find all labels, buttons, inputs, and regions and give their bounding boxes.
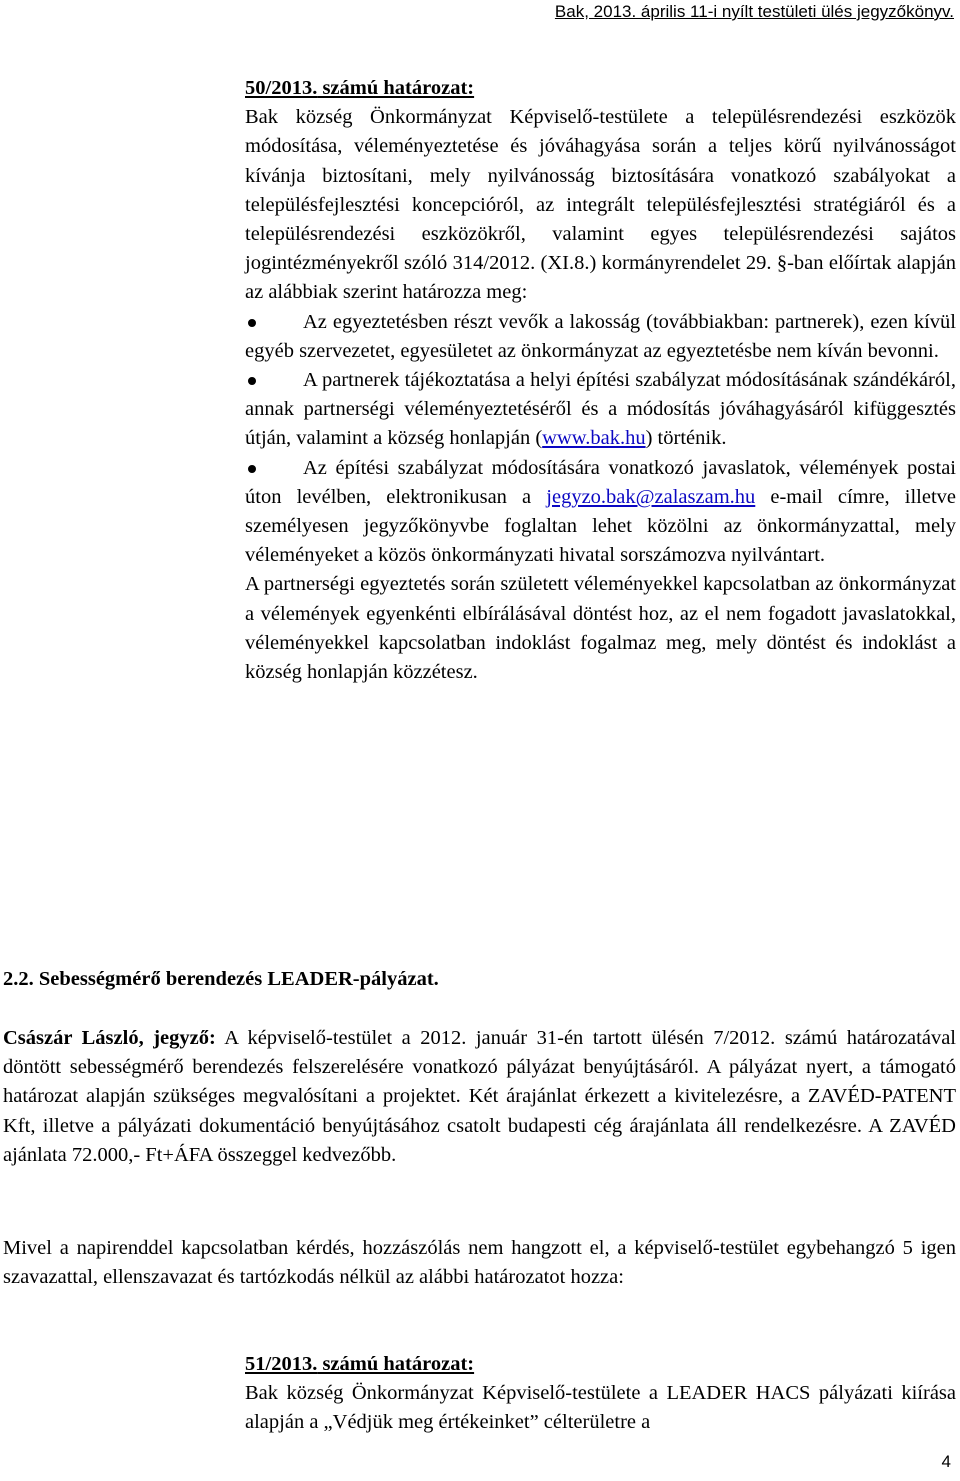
resolution-50-label: számú határozat: (317, 77, 475, 99)
resolution-51-text: Bak község Önkormányzat Képviselő-testülete a LEADER HACS pályázati kiírása alapján a „Védjük meg értékeinket” célterületre a (245, 1382, 956, 1434)
header-title: Bak, 2013. április 11-i nyílt testületi ülés jegyzőkönyv. (554, 2, 954, 21)
resolution-50-number: 50/2013. (245, 77, 318, 99)
resolution-50-block (245, 74, 956, 687)
bullet-dot-icon (248, 319, 256, 327)
website-link[interactable]: www.bak.hu (542, 427, 646, 450)
resolution-50-bullets (245, 308, 956, 571)
section-2-2 (3, 965, 956, 994)
section-sign-icon: § (776, 252, 788, 275)
vote-paragraph: Mivel a napirenddel kapcsolatban kérdés, hozzászólás nem hangzott el, a képviselő-testület egybehangzó 5 igen szavazattal, ellenszavazat és tartózkodás nélkül az alábbi határozatot hozza: (3, 1237, 956, 1289)
speaker-name: Császár László, jegyző: (3, 1027, 216, 1049)
resolution-51-label: számú határozat: (317, 1353, 475, 1375)
bullet-2-text: A partnerek tájékoztatása a helyi építési szabályzat módosításának szándékáról, annak partnerségi véleményeztetéséről és a módosítás jóváhagyásáról kifüggesztés útján, valamint a község honlapján ( (245, 369, 956, 450)
bullet-dot-icon (248, 377, 256, 385)
resolution-50-intro (245, 103, 956, 307)
resolution-50-intro-tail: -ban előírtak alapján az alábbiak szerint határozza meg: (245, 252, 957, 304)
page-number: 4 (941, 1452, 951, 1471)
bullet-1-text: Az egyeztetésben részt vevők a lakosság (továbbiakban: partnerek), ezen kívül egyéb szervezetet, egyesületet az önkormányzat az egyeztetésbe nem kíván bevonni. (245, 310, 956, 362)
resolution-51-title (245, 1350, 956, 1379)
speech-block (3, 1024, 956, 1170)
bullet-3-text: Az építési szabályzat módosítására vonatkozó javaslatok, vélemények postai úton levélben, elektronikusan a (245, 456, 956, 508)
resolution-50-title (245, 74, 956, 103)
bullet-item-1 (245, 308, 956, 366)
speech-paragraph (3, 1024, 956, 1170)
bullet-dot-icon (248, 465, 256, 473)
speech-text: A képviselő-testület a 2012. január 31-én tartott ülésén 7/2012. számú határozatával döntött sebességmérő berendezés felszerelésére vonatkozó pályázat benyújtásáról. A pályázat nyert, a támogató határozat alapján szükséges megvalósítani a projektet. Két árajánlat érkezett a kivitelezésre, a ZAVÉD-PATENT Kft, illetve a pályázati dokumentáció benyújtásához csatolt budapesti cég árajánlata áll rendelkezésre. A ZAVÉD ajánlata 72.000,- Ft+ÁFA összeggel kedvezőbb. (3, 1027, 956, 1166)
email-link[interactable]: jegyzo.bak@zalaszam.hu (546, 485, 756, 508)
bullet-3-tail: e-mail címre, illetve személyesen jegyzőkönyvbe foglaltan lehet közölni az önkormányzattal, mely véleményeket a közös önkormányzati hivatal sorszámozva nyilvántart. (245, 485, 957, 567)
resolution-51-block (245, 1350, 956, 1438)
resolution-51-number: 51/2013. (245, 1353, 318, 1375)
section-2-2-heading: 2.2. Sebességmérő berendezés LEADER-pályázat. (3, 968, 439, 990)
bullet-2-tail: ) történik. (645, 427, 727, 450)
vote-block (3, 1234, 956, 1292)
bullet-item-2 (245, 366, 956, 454)
resolution-50-closing: A partnerségi egyeztetés során született véleményekkel kapcsolatban az önkormányzat a vélemények egyenkénti elbírálásával döntést hoz, az el nem fogadott javaslatokkal, véleményekkel kapcsolatban indoklást fogalmaz meg, mely döntést és indoklást a község honlapján közzétesz. (245, 573, 956, 684)
bullet-item-3 (245, 454, 956, 571)
page-header (555, 2, 954, 22)
resolution-50-intro-text: Bak község Önkormányzat Képviselő-testülete a településrendezési eszközök módosítása, véleményeztetése és jóváhagyása során a teljes körű nyilvánosságot kívánja biztosítani, mely nyilvánosság biztosítására vonatkozó szabályokat a településfejlesztési koncepcióról, az integrált településfejlesztési stratégiáról és a településrendezési eszközökről, valamint egyes településrendezési sajátos jogintézményekről szóló 314/2012. (XI.8.) kormányrendelet 29. (245, 106, 956, 275)
